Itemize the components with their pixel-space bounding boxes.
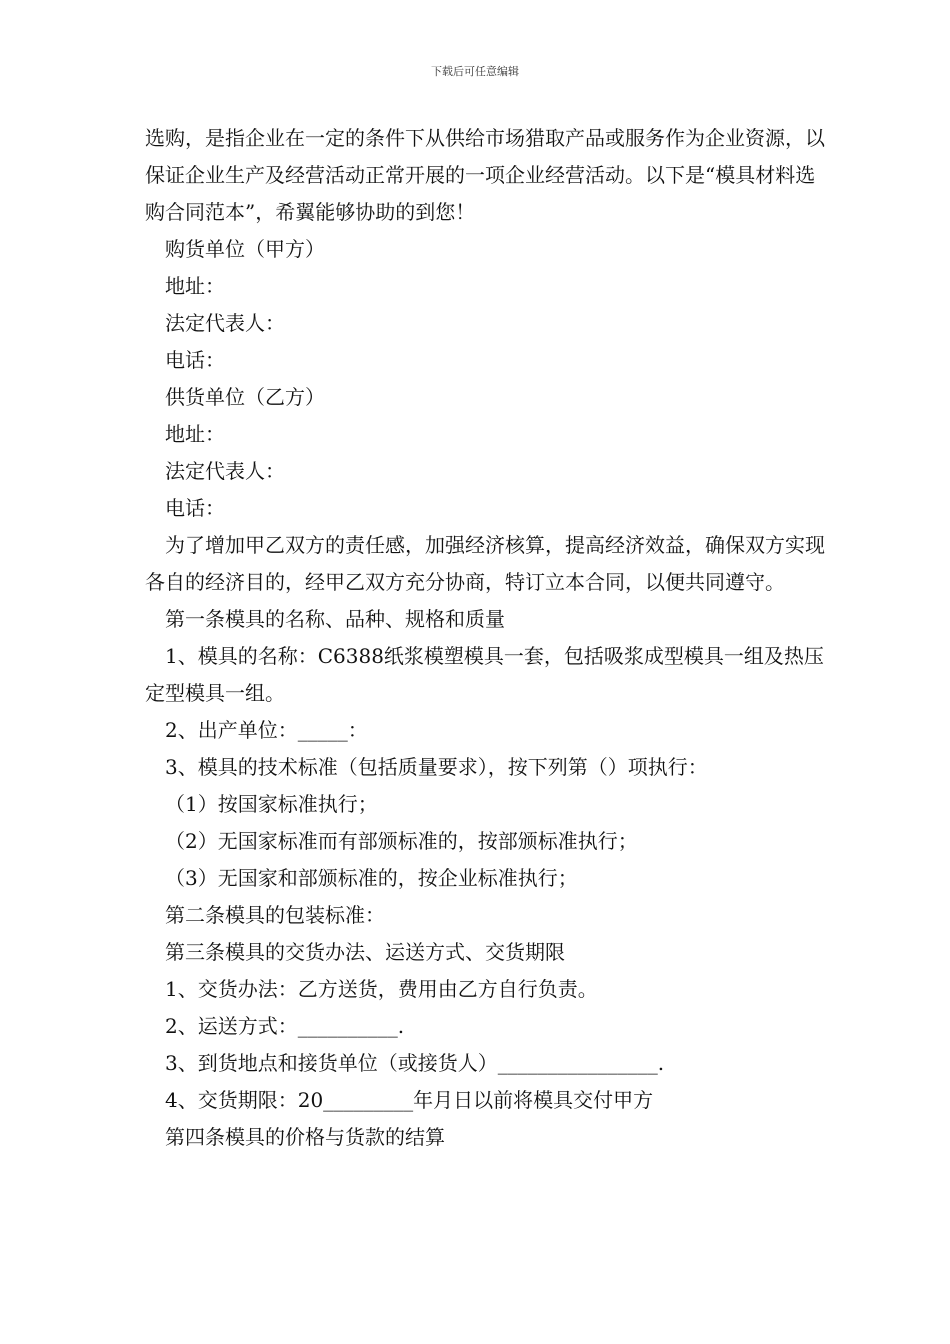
seller-phone-line: 电话： (165, 496, 225, 520)
article-1-option-1: （1）按国家标准执行； (165, 792, 378, 816)
seller-heading: 供货单位（乙方） (165, 385, 325, 409)
document-body (145, 120, 835, 1156)
buyer-phone-line: 电话： (165, 348, 225, 372)
article-1-heading: 第一条模具的名称、品种、规格和质量 (165, 607, 505, 631)
article-3-item-1: 1、交货办法：乙方送货，费用由乙方自行负责。 (165, 977, 598, 1001)
article-1-item-1: 1、模具的名称：C6388纸浆模塑模具一套，包括吸浆成型模具一组及热压定型模具一组。 (145, 644, 824, 705)
buyer-heading: 购货单位（甲方） (165, 237, 325, 261)
intro-paragraph: 选购，是指企业在一定的条件下从供给市场猎取产品或服务作为企业资源，以保证企业生产及经营活动正常开展的一项企业经营活动。以下是“模具材料选购合同范本”，希翼能够协助的到您！ (145, 126, 825, 224)
seller-representative-line: 法定代表人： (165, 459, 285, 483)
purpose-paragraph: 为了增加甲乙双方的责任感，加强经济核算，提高经济效益，确保双方实现各自的经济目的，经甲乙双方充分协商，特订立本合同，以便共同遵守。 (145, 533, 825, 594)
buyer-address-line: 地址： (165, 274, 225, 298)
article-4-heading: 第四条模具的价格与货款的结算 (165, 1125, 445, 1149)
article-1-option-3: （3）无国家和部颁标准的，按企业标准执行； (165, 866, 578, 890)
article-1-item-2: 2、出产单位：_____： (165, 718, 368, 742)
article-1-option-2: （2）无国家标准而有部颁标准的，按部颁标准执行； (165, 829, 638, 853)
article-3-item-3: 3、到货地点和接货单位（或接货人）________________. (165, 1051, 665, 1075)
buyer-representative-line: 法定代表人： (165, 311, 285, 335)
article-1-item-3: 3、模具的技术标准（包括质量要求），按下列第（）项执行： (165, 755, 708, 779)
article-3-item-2: 2、运送方式：__________. (165, 1014, 405, 1038)
article-3-item-4: 4、交货期限：20_________年月日以前将模具交付甲方 (165, 1088, 654, 1112)
seller-address-line: 地址： (165, 422, 225, 446)
article-3-heading: 第三条模具的交货办法、运送方式、交货期限 (165, 940, 565, 964)
page-header: 下载后可任意编辑 (431, 65, 519, 78)
article-2-heading: 第二条模具的包装标准： (165, 903, 385, 927)
